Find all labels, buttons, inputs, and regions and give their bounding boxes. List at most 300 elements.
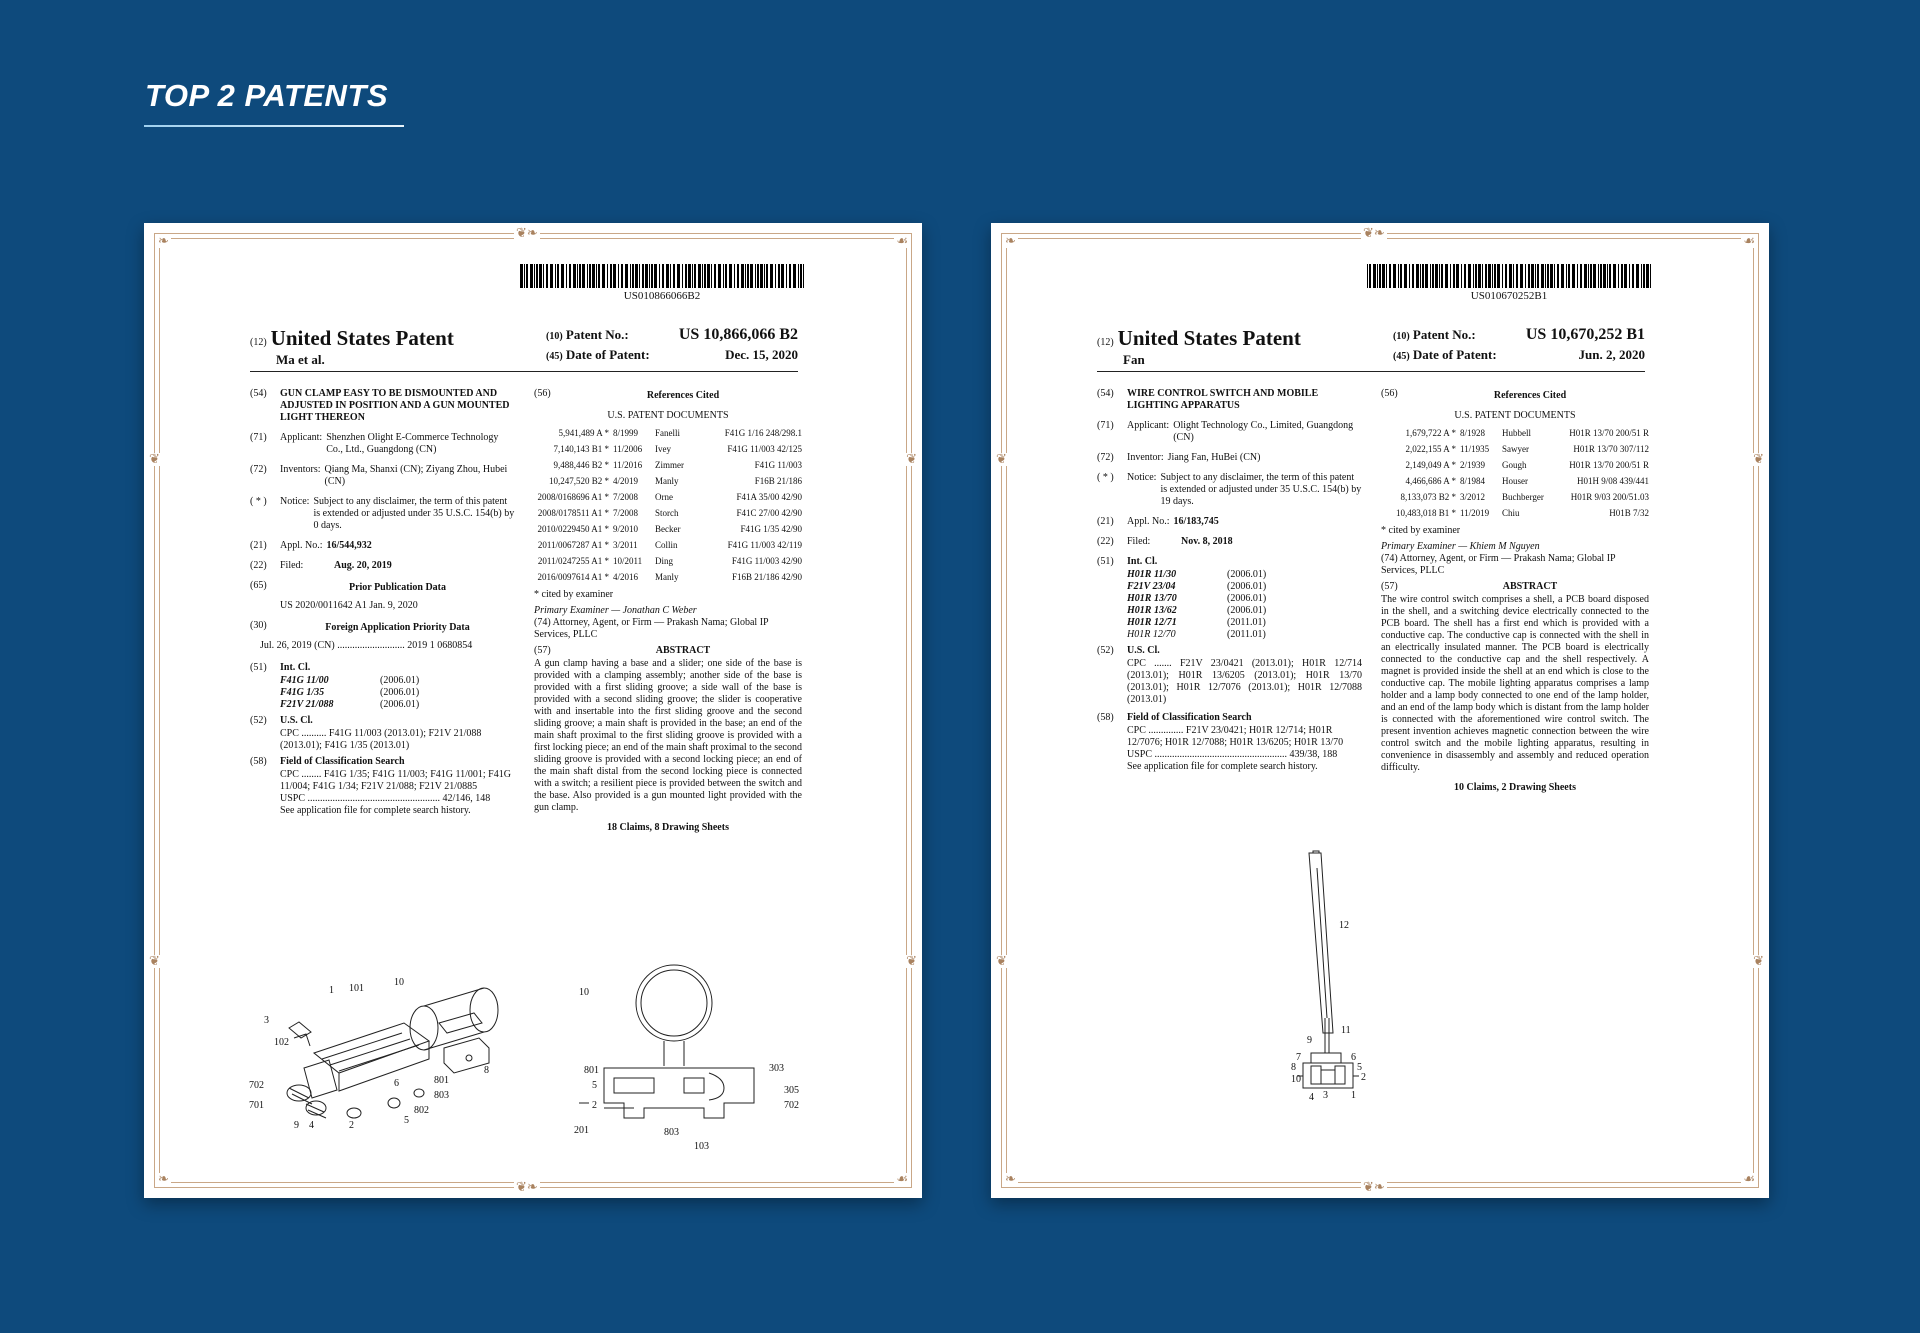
barcode-bar <box>1453 264 1455 288</box>
barcode-bar <box>1485 264 1487 288</box>
drawing-label: 4 <box>1309 1092 1314 1103</box>
reference-date: 7/2008 <box>613 508 639 518</box>
barcode-bar <box>630 264 631 288</box>
barcode-bar <box>1435 264 1438 288</box>
barcode-bar <box>1400 264 1402 288</box>
ornament-icon: ❦ <box>906 954 917 969</box>
int-cl-row <box>280 699 515 711</box>
barcode-bar <box>649 264 650 288</box>
filed-label: Filed: <box>280 560 304 571</box>
ornament-icon: ☙ <box>1743 1172 1755 1187</box>
header-divider <box>1097 371 1645 372</box>
barcode-bar <box>1502 264 1503 288</box>
barcode-bar <box>1588 264 1589 288</box>
patent-drawing <box>244 953 844 1153</box>
barcode-bar <box>1441 264 1443 288</box>
drawing-label: 801 <box>434 1075 449 1086</box>
int-cl-date: (2006.01) <box>380 687 420 698</box>
drawing-label: 11 <box>1341 1025 1351 1036</box>
barcode-bar <box>1528 264 1530 288</box>
barcode-bar <box>1557 264 1559 288</box>
reference-date: 10/2011 <box>613 556 643 566</box>
field-search-label: Field of Classification Search <box>1127 712 1252 723</box>
barcode-bar <box>561 264 564 288</box>
drawing-label: 5 <box>1357 1062 1362 1073</box>
drawing-label: 803 <box>434 1090 449 1101</box>
barcode-bar <box>702 264 703 288</box>
barcode-bar <box>704 264 706 288</box>
reference-number: 10,247,520 B2 * <box>548 476 609 486</box>
barcode-bar <box>1603 264 1606 288</box>
barcode-number: US010866066B2 <box>623 290 701 302</box>
uspc: USPC ..................................................... 42/146, 148 <box>280 793 491 804</box>
barcode-bar <box>579 264 581 288</box>
barcode-bar <box>1513 264 1514 288</box>
ornament-icon: ❦ <box>1753 954 1764 969</box>
barcode-bar <box>543 264 544 288</box>
reference-class: F41C 27/00 42/90 <box>736 508 802 518</box>
reference-date: 11/2016 <box>613 460 643 470</box>
int-cl-class: H01R 13/62 <box>1127 605 1177 616</box>
barcode-bar <box>1535 264 1536 288</box>
barcode-bar <box>1386 264 1387 288</box>
notice: Subject to any disclaimer, the term of this patent is extended or adjusted under 35 U.S.C. 154(b) by 0 days. <box>313 496 515 531</box>
barcode-bar <box>662 264 664 288</box>
reference-class: H01R 9/03 200/51.03 <box>1570 492 1649 502</box>
int-cl-row <box>1127 593 1362 605</box>
drawing-label: 5 <box>592 1080 597 1091</box>
drawing-label: 305 <box>784 1085 799 1096</box>
barcode-bar <box>598 264 600 288</box>
barcode-bar <box>1577 264 1578 288</box>
barcode-bar <box>1404 264 1407 288</box>
abstract-heading: ABSTRACT <box>1502 581 1558 592</box>
barcode-bar <box>745 264 746 288</box>
barcode-bar <box>592 264 595 288</box>
reference-class: H01R 13/70 307/112 <box>1573 444 1649 454</box>
reference-row <box>1381 460 1649 471</box>
reference-number: 2011/0247255 A1 * <box>537 556 609 566</box>
barcode-bar <box>1488 264 1491 288</box>
field-code: (30) <box>250 620 267 631</box>
barcode-bar <box>781 264 784 288</box>
reference-number: 10,483,018 B1 * <box>1395 508 1456 518</box>
barcode-bar <box>1641 264 1642 288</box>
barcode-bar <box>1456 264 1459 288</box>
see-application: See application file for complete search history. <box>280 805 471 816</box>
field-code: (72) <box>1097 452 1114 463</box>
int-cl-class: F21V 23/04 <box>1127 581 1176 592</box>
ornament-icon: ❧ <box>158 234 169 249</box>
ornament-icon: ❦❧ <box>516 1180 538 1195</box>
reference-name: Gough <box>1502 460 1527 470</box>
reference-row <box>534 476 802 487</box>
field-search-label: Field of Classification Search <box>280 756 405 767</box>
drawing-label: 2 <box>592 1100 597 1111</box>
barcode-bar <box>1598 264 1599 288</box>
barcode-bar <box>1545 264 1546 288</box>
drawing-label: 12 <box>1339 920 1349 931</box>
reference-date: 8/1928 <box>1460 428 1486 438</box>
barcode-bar <box>1600 264 1602 288</box>
reference-class: F41G 1/16 248/298.1 <box>724 428 802 438</box>
barcode-bar <box>793 264 796 288</box>
appl-number: 16/544,932 <box>326 540 372 551</box>
prior-data: US 2020/0011642 A1 Jan. 9, 2020 <box>280 600 418 611</box>
barcode-bar <box>1382 264 1385 288</box>
cited-note: * cited by examiner <box>1381 525 1461 536</box>
drawing-label: 8 <box>1291 1062 1296 1073</box>
barcode-bar <box>707 264 710 288</box>
barcode-bar <box>534 264 535 288</box>
barcode-bar <box>1369 264 1371 288</box>
barcode-number: US010670252B1 <box>1470 290 1548 302</box>
barcode-bar <box>725 264 727 288</box>
int-cl-date: (2006.01) <box>380 699 420 710</box>
barcode-bar <box>770 264 773 288</box>
claims-count: 10 Claims, 2 Drawing Sheets <box>1454 782 1576 793</box>
int-cl-date: (2006.01) <box>1227 569 1267 580</box>
appl-number: 16/183,745 <box>1173 516 1219 527</box>
int-cl-label: Int. Cl. <box>1127 556 1158 567</box>
barcode-bar <box>1609 264 1611 288</box>
barcode-bar <box>764 264 765 288</box>
field-code: (56) <box>534 388 551 399</box>
ornament-icon: ❧ <box>1005 234 1016 249</box>
drawing-label: 702 <box>784 1100 799 1111</box>
reference-number: 2016/0097614 A1 * <box>537 572 609 582</box>
drawing-label: 1 <box>1351 1090 1356 1101</box>
field-code: (51) <box>1097 556 1114 567</box>
barcode-bar <box>723 264 724 288</box>
barcode-bar <box>1461 264 1462 288</box>
int-cl-class: H01R 12/70 <box>1127 629 1176 640</box>
type-code: (12) <box>1097 337 1114 348</box>
bibliographic-column <box>250 388 515 817</box>
barcode-bar <box>1584 264 1587 288</box>
field-code: (54) <box>250 388 267 399</box>
barcode-bar <box>651 264 653 288</box>
barcode-bar <box>1629 264 1630 288</box>
barcode-bar <box>1593 264 1596 288</box>
barcode-bar <box>1409 264 1410 288</box>
drawing-label: 801 <box>584 1065 599 1076</box>
barcode-bar <box>1621 264 1623 288</box>
int-cl-class: H01R 12/71 <box>1127 617 1177 628</box>
barcode-bar <box>1492 264 1493 288</box>
date-label: Date of Patent: <box>1412 347 1497 362</box>
ornament-icon: ☙ <box>896 1172 908 1187</box>
reference-number: 2,149,049 A * <box>1405 460 1456 470</box>
reference-date: 9/2010 <box>613 524 639 534</box>
reference-name: Collin <box>655 540 678 550</box>
int-cl-date: (2006.01) <box>380 675 420 686</box>
field-code: (22) <box>250 560 267 571</box>
barcode-bar <box>1422 264 1424 288</box>
barcode-bar <box>1561 264 1564 288</box>
reference-class: F41G 11/003 <box>754 460 802 470</box>
field-code: (57) <box>1381 581 1398 592</box>
reference-number: 2008/0168696 A1 * <box>537 492 609 502</box>
reference-date: 11/1935 <box>1460 444 1490 454</box>
barcode-bar <box>546 264 548 288</box>
reference-row <box>534 572 802 583</box>
drawing-label: 702 <box>249 1080 264 1091</box>
barcode-bar <box>1636 264 1639 288</box>
drawing-label: 6 <box>1351 1052 1356 1063</box>
reference-row <box>1381 428 1649 439</box>
reference-class: F41G 11/003 42/125 <box>727 444 802 454</box>
reference-class: H01R 13/70 200/51 R <box>1569 428 1649 438</box>
barcode-bar <box>1516 264 1518 288</box>
barcode-bar <box>688 264 691 288</box>
date-code: (45) <box>546 351 563 362</box>
claims-count: 18 Claims, 8 Drawing Sheets <box>607 822 729 833</box>
reference-number: 7,140,143 B1 * <box>553 444 609 454</box>
barcode-bar <box>803 264 804 288</box>
references-subheading: U.S. PATENT DOCUMENTS <box>1454 410 1576 421</box>
barcode-bar <box>1580 264 1582 288</box>
reference-name: Manly <box>655 572 679 582</box>
reference-date: 3/2012 <box>1460 492 1486 502</box>
drawing-label: 9 <box>1307 1035 1312 1046</box>
barcode-bar <box>666 264 669 288</box>
examiner: Primary Examiner — Jonathan C Weber <box>534 605 697 616</box>
notice: Subject to any disclaimer, the term of this patent is extended or adjusted under 35 U.S.C. 154(b) by 19 days. <box>1160 472 1362 507</box>
drawing-label: 2 <box>1361 1072 1366 1083</box>
int-cl-date: (2011.01) <box>1227 629 1266 640</box>
barcode-bar <box>1420 264 1421 288</box>
barcode-bar <box>520 264 523 288</box>
page-title: TOP 2 PATENTS <box>145 78 389 113</box>
patent-heading: United States Patent <box>1117 326 1301 350</box>
field-code: (52) <box>1097 645 1114 656</box>
patent-date: Jun. 2, 2020 <box>1578 347 1645 362</box>
reference-number: 8,133,073 B2 * <box>1400 492 1456 502</box>
barcode-bar <box>1643 264 1645 288</box>
reference-class: F41A 35/00 42/90 <box>736 492 802 502</box>
field-code: (56) <box>1381 388 1398 399</box>
inventors: Jiang Fan, HuBei (CN) <box>1167 452 1261 463</box>
patent-date: Dec. 15, 2020 <box>725 347 798 362</box>
int-cl-date: (2006.01) <box>1227 581 1267 592</box>
abstract-text: A gun clamp having a base and a slider; one side of the base is provided with a clamping assembly; another side of the base is provided with a first sliding groove; a side wall of the base is provided with a second sliding groove; the slider is cooperative with and insertable into the first sliding groove and the second sliding groove; a main shaft is provided in the base; an end of the main shaft proximal to the first sliding groove is provided with a first locking piece; an end of the main shaft proximal to the second sliding groove is provided with a second locking piece; an end of the main shaft distal from the second locking piece is connected with a switch; a resilient piece is provided between the switch and the base. Also provided is a gun mounted light provided with the gun clamp. <box>534 658 802 813</box>
int-cl-date: (2011.01) <box>1227 617 1266 628</box>
reference-name: Buchberger <box>1502 492 1544 502</box>
drawing-label: 4 <box>309 1120 314 1131</box>
reference-row <box>534 524 802 535</box>
reference-date: 8/1984 <box>1460 476 1486 486</box>
barcode-bar <box>718 264 721 288</box>
barcode-bar <box>587 264 588 288</box>
barcode-bar <box>778 264 780 288</box>
field-code: (72) <box>250 464 267 475</box>
field-code: (71) <box>250 432 267 443</box>
barcode-bar <box>566 264 567 288</box>
reference-name: Orne <box>655 492 673 502</box>
patent-no-label: Patent No.: <box>1412 327 1476 342</box>
barcode-bar <box>750 264 753 288</box>
field-code: (51) <box>250 662 267 673</box>
barcode-bar <box>1398 264 1399 288</box>
abstract-text: The wire control switch comprises a shell, a PCB board disposed in the shell, and a switching device electrically connected to the PCB board. The shell has a first end which is provided with a conductive cap. The conductive cap is connected with the shell in an electrically insulated manner. The PCB board is electrically connected to the conductive cap and the shell respectively. A magnet is provided inside the shell at an end which is close to the conductive cap. The mobile lighting apparatus comprises a lamp holder and a lamp body connected to one end of the lamp holder, and an end of the lamp body which is distant from the lamp holder is connected with the aforementioned wire control switch. The present invention achieves magnetic connection between the wire control switch and the mobile lighting apparatus, resulting in convenience in disassembly and assembly and reduced operation difficulty. <box>1381 594 1649 773</box>
reference-class: F41G 11/003 42/90 <box>731 556 802 566</box>
us-cl-label: U.S. Cl. <box>1127 645 1160 656</box>
barcode <box>1367 264 1651 288</box>
reference-number: 2008/0178511 A1 * <box>537 508 609 518</box>
ornament-icon: ❦ <box>996 954 1007 969</box>
applicant: Shenzhen Olight E-Commerce Technology Co., Ltd., Guangdong (CN) <box>326 432 499 455</box>
barcode-bar <box>642 264 644 288</box>
barcode-bar <box>1566 264 1567 288</box>
foreign-data: Jul. 26, 2019 (CN) ........................... 2019 1 0680854 <box>260 640 473 651</box>
barcode-bar <box>1509 264 1512 288</box>
int-cl-row <box>1127 629 1362 641</box>
barcode-bar <box>1425 264 1428 288</box>
barcode-bar <box>685 264 687 288</box>
barcode-bar <box>798 264 799 288</box>
reference-class: F41G 1/35 42/90 <box>740 524 802 534</box>
drawing-label: 2 <box>349 1120 354 1131</box>
barcode-bar <box>677 264 680 288</box>
reference-row <box>1381 476 1649 487</box>
barcode-bar <box>682 264 683 288</box>
reference-row <box>534 492 802 503</box>
references-heading: References Cited <box>1493 390 1567 401</box>
foreign-data-heading: Foreign Application Priority Data <box>325 622 470 633</box>
barcode-bar <box>582 264 585 288</box>
int-cl-row <box>1127 581 1362 593</box>
see-application: See application file for complete search history. <box>1127 761 1318 772</box>
barcode-bar <box>1554 264 1555 288</box>
drawing-label: 3 <box>264 1015 269 1026</box>
int-cl-row <box>1127 605 1362 617</box>
barcode-bar <box>577 264 578 288</box>
appl-label: Appl. No.: <box>1127 516 1170 527</box>
ornament-icon: ☙ <box>1743 234 1755 249</box>
attorney: (74) Attorney, Agent, or Firm — Prakash Nama; Global IP Services, PLLC <box>1381 553 1616 576</box>
date-label: Date of Patent: <box>565 347 650 362</box>
field-search: CPC .............. F21V 23/0421; H01R 12/714; H01R 12/7076; H01R 12/7088; H01R 13/6205; H01R 13/70 <box>1127 725 1344 748</box>
field-code: ( * ) <box>1097 472 1114 483</box>
drawing-label: 1 <box>329 985 334 996</box>
field-search: CPC ........ F41G 1/35; F41G 11/003; F41G 11/001; F41G 11/004; F41G 1/34; F21V 21/088; F21V 21/0885 <box>280 769 511 792</box>
int-cl-class: F41G 11/00 <box>280 675 329 686</box>
int-cl-class: H01R 11/30 <box>1127 569 1177 580</box>
barcode-bar <box>625 264 628 288</box>
inventor-short: Fan <box>1123 352 1145 367</box>
int-cl-label: Int. Cl. <box>280 662 311 673</box>
attorney: (74) Attorney, Agent, or Firm — Prakash Nama; Global IP Services, PLLC <box>534 617 769 640</box>
drawing-label: 103 <box>694 1141 709 1152</box>
barcode-bar <box>1541 264 1544 288</box>
reference-name: Sawyer <box>1502 444 1529 454</box>
reference-row <box>534 444 802 455</box>
applicant: Olight Technology Co., Limited, Guangdong (CN) <box>1173 420 1354 443</box>
barcode-bar <box>1464 264 1466 288</box>
prior-data-heading: Prior Publication Data <box>348 582 447 593</box>
barcode-bar <box>1646 264 1649 288</box>
barcode-bar <box>1478 264 1481 288</box>
patent-number: US 10,866,066 B2 <box>678 326 798 343</box>
barcode-bar <box>747 264 749 288</box>
barcode-bar <box>1473 264 1474 288</box>
reference-class: F16B 21/186 <box>754 476 802 486</box>
references-heading: References Cited <box>646 390 720 401</box>
reference-row <box>534 508 802 519</box>
patent-no-code: (10) <box>546 331 563 342</box>
patent-drawing <box>1291 848 1431 1108</box>
drawing-label: 7 <box>1296 1052 1301 1063</box>
references-column <box>534 388 802 834</box>
drawing-label: 101 <box>349 983 364 994</box>
barcode-bar <box>775 264 776 288</box>
barcode-bar <box>1482 264 1483 288</box>
field-code: (58) <box>1097 712 1114 723</box>
barcode <box>520 264 804 288</box>
reference-name: Chiu <box>1502 508 1520 518</box>
barcode-bar <box>1377 264 1378 288</box>
ornament-icon: ❦❧ <box>1363 1180 1385 1195</box>
barcode-bar <box>714 264 716 288</box>
barcode-bar <box>670 264 671 288</box>
notice-label: Notice: <box>280 496 310 507</box>
us-cl: CPC ....... F21V 23/0421 (2013.01); H01R 12/714 (2013.01); H01R 13/6205 (2013.01); H01R 13/70 (2013.01); H01R 12/7076 (2013.01); H01R 12/7088 (2013.01) <box>1127 658 1362 705</box>
barcode-bar <box>530 264 533 288</box>
reference-class: H01B 7/32 <box>1609 508 1649 518</box>
int-cl-class: F41G 1/35 <box>280 687 325 698</box>
reference-number: 2010/0229450 A1 * <box>537 524 609 534</box>
barcode-bar <box>618 264 619 288</box>
barcode-bar <box>654 264 657 288</box>
bibliographic-column <box>1097 388 1362 773</box>
appl-label: Appl. No.: <box>280 540 323 551</box>
uspc: USPC ..................................................... 439/38, 188 <box>1127 749 1338 760</box>
barcode-bar <box>610 264 612 288</box>
barcode-bar <box>1494 264 1496 288</box>
barcode-bar <box>1450 264 1451 288</box>
barcode-bar <box>1537 264 1539 288</box>
patent-document-1 <box>144 223 922 1198</box>
barcode-bar <box>1505 264 1507 288</box>
barcode-bar <box>555 264 556 288</box>
field-code: (71) <box>1097 420 1114 431</box>
ornament-icon: ❧ <box>158 1172 169 1187</box>
drawing-label: 5 <box>404 1115 409 1126</box>
title-underline <box>144 125 404 127</box>
field-code: ( * ) <box>250 496 267 507</box>
barcode-bar <box>539 264 542 288</box>
barcode-bar <box>569 264 571 288</box>
barcode-bar <box>1393 264 1396 288</box>
patent-number: US 10,670,252 B1 <box>1525 326 1645 343</box>
patent-heading: United States Patent <box>270 326 454 350</box>
ornament-icon: ❧ <box>1005 1172 1016 1187</box>
drawing-label: 6 <box>394 1078 399 1089</box>
barcode-bar <box>711 264 712 288</box>
references-list <box>534 428 802 583</box>
barcode-bar <box>789 264 791 288</box>
reference-row <box>534 556 802 567</box>
barcode-bar <box>1607 264 1608 288</box>
barcode-bar <box>786 264 787 288</box>
barcode-bar <box>613 264 616 288</box>
reference-number: 5,941,489 A * <box>558 428 609 438</box>
barcode-bar <box>1632 264 1634 288</box>
us-cl: CPC .......... F41G 11/003 (2013.01); F21V 21/088 (2013.01); F41G 1/35 (2013.01) <box>280 728 482 751</box>
reference-name: Fanelli <box>655 428 680 438</box>
reference-date: 4/2019 <box>613 476 639 486</box>
